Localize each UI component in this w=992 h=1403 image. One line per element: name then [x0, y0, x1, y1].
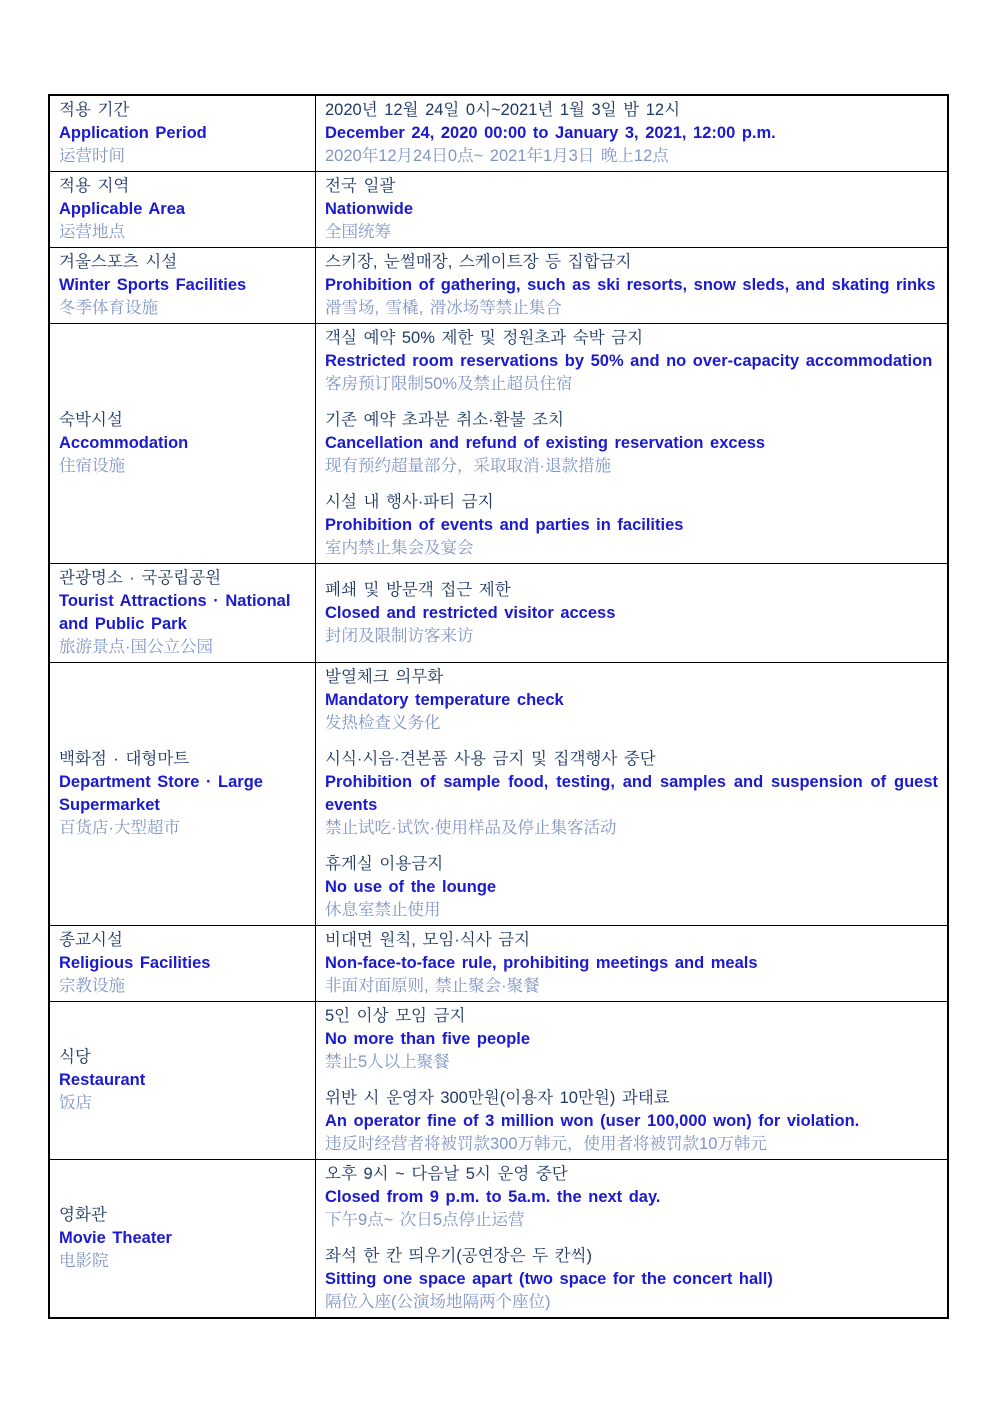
- detail-korean: 전국 일괄: [325, 177, 396, 195]
- detail-english: Prohibition of events and parties in facilities: [325, 516, 684, 534]
- row-winter-sports-facilities: [49, 248, 948, 324]
- detail-english: Restricted room reservations by 50% and no over-capacity accommodation: [325, 352, 933, 370]
- detail-chinese: 违反时经营者将被罚款300万韩元，使用者将被罚款10万韩元: [325, 1135, 767, 1153]
- detail-cell-application-period: [316, 95, 949, 172]
- label-korean: 적용 지역: [59, 177, 130, 195]
- distancing-rules-table: [48, 94, 949, 1319]
- detail-chinese: 室内禁止集会及宴会: [325, 539, 474, 557]
- detail-chinese: 现有预约超量部分，采取取消·退款措施: [325, 457, 611, 475]
- label-korean: 관광명소 · 국공립공원: [59, 569, 222, 587]
- detail-korean: 시설 내 행사·파티 금지: [325, 493, 494, 511]
- detail-item: [325, 1245, 938, 1314]
- label-korean: 백화점 · 대형마트: [59, 750, 190, 768]
- label-cell-restaurant: [49, 1002, 316, 1160]
- detail-cell-religious-facilities: [316, 926, 949, 1002]
- label-chinese: 饭店: [59, 1094, 92, 1112]
- label-english: Applicable Area: [59, 200, 186, 218]
- document-page: [48, 94, 949, 1319]
- label-korean: 식당: [59, 1048, 91, 1066]
- detail-chinese: 禁止试吃·试饮·使用样品及停止集客活动: [325, 819, 617, 837]
- label-chinese: 宗教设施: [59, 977, 125, 995]
- detail-english: An operator fine of 3 million won (user 100,000 won) for violation.: [325, 1112, 860, 1130]
- label-chinese: 运营地点: [59, 223, 125, 241]
- detail-korean: 발열체크 의무화: [325, 668, 444, 686]
- label-english: Religious Facilities: [59, 954, 211, 972]
- label-english: Accommodation: [59, 434, 189, 452]
- detail-cell-winter-sports: [316, 248, 949, 324]
- detail-item: [325, 251, 938, 320]
- label-chinese: 住宿设施: [59, 457, 125, 475]
- detail-cell-tourist-attractions: [316, 564, 949, 663]
- detail-korean: 좌석 한 칸 띄우기(공연장은 두 칸씩): [325, 1247, 592, 1265]
- detail-item: [325, 666, 938, 735]
- detail-english: Non-face-to-face rule, prohibiting meetings and meals: [325, 954, 758, 972]
- detail-item: [325, 1087, 938, 1156]
- detail-item: [325, 327, 938, 396]
- label-korean: 겨울스포츠 시설: [59, 253, 178, 271]
- detail-cell-applicable-area: [316, 172, 949, 248]
- detail-korean: 휴게실 이용금지: [325, 855, 444, 873]
- detail-item: [325, 491, 938, 560]
- label-cell-applicable-area: [49, 172, 316, 248]
- row-application-period: [49, 95, 948, 172]
- detail-korean: 폐쇄 및 방문객 접근 제한: [325, 580, 511, 599]
- detail-chinese: 下午9点~ 次日5点停止运营: [325, 1211, 525, 1229]
- detail-chinese: 隔位入座(公演场地隔两个座位): [325, 1293, 551, 1311]
- detail-chinese: 封闭及限制访客来访: [325, 626, 474, 645]
- detail-chinese: 滑雪场, 雪橇, 滑冰场等禁止集合: [325, 299, 562, 317]
- label-korean: 적용 기간: [59, 101, 130, 119]
- detail-korean: 객실 예약 50% 제한 및 정원초과 숙박 금지: [325, 329, 644, 347]
- label-chinese: 运营时间: [59, 147, 125, 165]
- label-cell-movie-theater: [49, 1160, 316, 1319]
- label-cell-accommodation: [49, 324, 316, 564]
- label-korean: 종교시설: [59, 931, 123, 949]
- detail-chinese: 禁止5人以上聚餐: [325, 1053, 450, 1071]
- detail-cell-restaurant: [316, 1002, 949, 1160]
- detail-item: [325, 748, 938, 840]
- label-english: Application Period: [59, 124, 207, 142]
- detail-chinese: 休息室禁止使用: [325, 901, 441, 919]
- label-cell-department-store: [49, 663, 316, 926]
- detail-item: [325, 99, 938, 168]
- label-english: Restaurant: [59, 1071, 146, 1089]
- label-english: Winter Sports Facilities: [59, 276, 247, 294]
- detail-english: No more than five people: [325, 1030, 531, 1048]
- detail-english: No use of the lounge: [325, 878, 497, 896]
- label-korean: 숙박시설: [59, 411, 123, 429]
- detail-chinese: 客房预订限制50%及禁止超员住宿: [325, 375, 573, 393]
- detail-item: [325, 929, 938, 998]
- detail-chinese: 2020年12月24日0点~ 2021年1月3日 晚上12点: [325, 147, 669, 165]
- detail-item: [325, 1005, 938, 1074]
- label-english: Tourist Attractions · National and Public Park: [59, 592, 291, 633]
- detail-korean: 2020년 12월 24일 0시~2021년 1월 3일 밤 12시: [325, 101, 681, 119]
- label-chinese: 电影院: [59, 1252, 109, 1270]
- detail-chinese: 全国统筹: [325, 223, 391, 241]
- label-cell-religious-facilities: [49, 926, 316, 1002]
- detail-item: [325, 579, 938, 648]
- detail-chinese: 发热检查义务化: [325, 714, 441, 732]
- detail-korean: 오후 9시 ~ 다음날 5시 운영 중단: [325, 1165, 568, 1183]
- detail-item: [325, 853, 938, 922]
- detail-english: Closed and restricted visitor access: [325, 603, 616, 622]
- detail-cell-accommodation: [316, 324, 949, 564]
- label-chinese: 百货店·大型超市: [59, 819, 180, 837]
- label-cell-winter-sports: [49, 248, 316, 324]
- detail-cell-department-store: [316, 663, 949, 926]
- row-tourist-attractions: [49, 564, 948, 663]
- label-chinese: 旅游景点·国公立公园: [59, 638, 213, 656]
- detail-english: Closed from 9 p.m. to 5a.m. the next day.: [325, 1188, 661, 1206]
- label-korean: 영화관: [59, 1206, 107, 1224]
- row-movie-theater: [49, 1160, 948, 1319]
- row-restaurant: [49, 1002, 948, 1160]
- detail-english: Sitting one space apart (two space for the concert hall): [325, 1270, 773, 1288]
- detail-item: [325, 175, 938, 244]
- label-chinese: 冬季体育设施: [59, 299, 158, 317]
- detail-korean: 5인 이상 모임 금지: [325, 1007, 466, 1025]
- detail-english: Nationwide: [325, 200, 414, 218]
- detail-item: [325, 1163, 938, 1232]
- row-department-store: [49, 663, 948, 926]
- detail-english: December 24, 2020 00:00 to January 3, 2021, 12:00 p.m.: [325, 124, 776, 142]
- detail-korean: 비대면 원칙, 모임·식사 금지: [325, 931, 531, 949]
- label-cell-application-period: [49, 95, 316, 172]
- detail-chinese: 非面对面原则, 禁止聚会·聚餐: [325, 977, 540, 995]
- detail-item: [325, 409, 938, 478]
- row-accommodation: [49, 324, 948, 564]
- label-cell-tourist-attractions: [49, 564, 316, 663]
- detail-english: Cancellation and refund of existing reservation excess: [325, 434, 766, 452]
- detail-korean: 스키장, 눈썰매장, 스케이트장 등 집합금지: [325, 253, 632, 271]
- label-english: Department Store · Large Supermarket: [59, 773, 263, 814]
- detail-english: Prohibition of sample food, testing, and samples and suspension of guest events: [325, 773, 938, 814]
- detail-korean: 위반 시 운영자 300만원(이용자 10만원) 과태료: [325, 1089, 670, 1107]
- row-applicable-area: [49, 172, 948, 248]
- detail-korean: 기존 예약 초과분 취소·환불 조치: [325, 411, 564, 429]
- label-english: Movie Theater: [59, 1229, 172, 1247]
- detail-english: Prohibition of gathering, such as ski resorts, snow sleds, and skating rinks: [325, 276, 936, 294]
- detail-english: Mandatory temperature check: [325, 691, 564, 709]
- detail-cell-movie-theater: [316, 1160, 949, 1319]
- detail-korean: 시식·시음·견본품 사용 금지 및 집객행사 중단: [325, 750, 656, 768]
- row-religious-facilities: [49, 926, 948, 1002]
